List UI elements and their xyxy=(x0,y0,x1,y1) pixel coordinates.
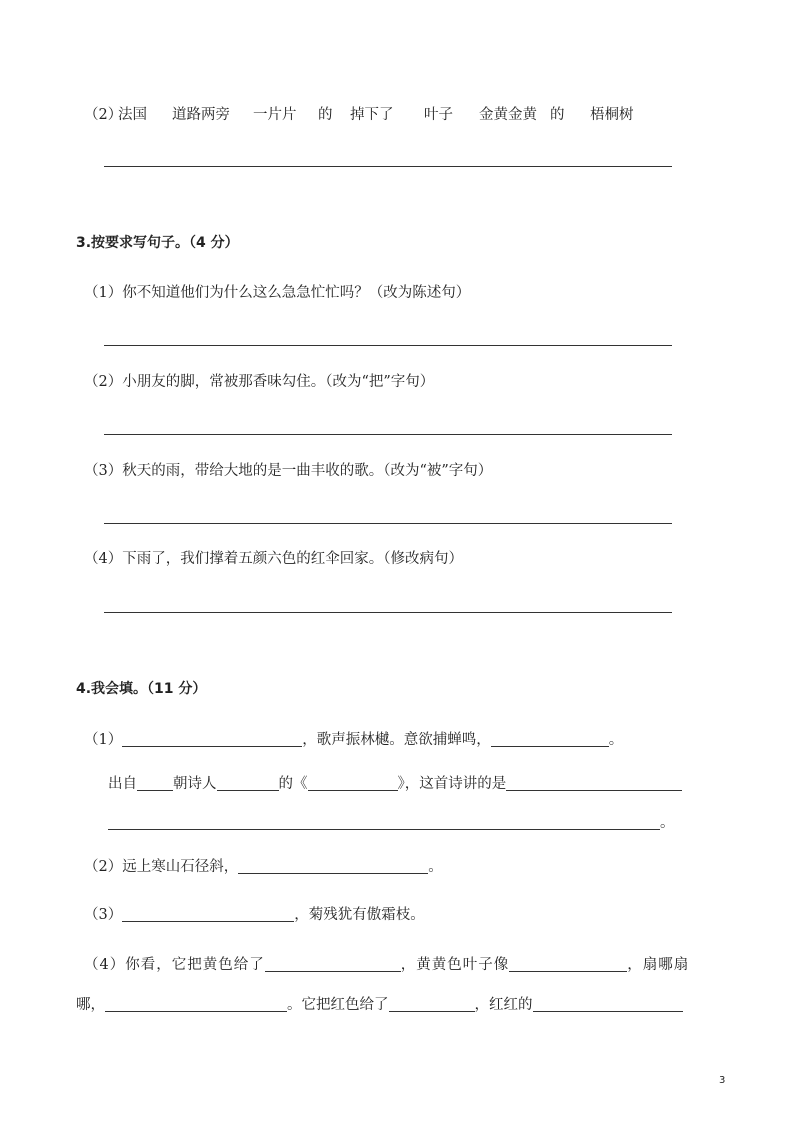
q2-line xyxy=(84,105,122,125)
q2-word: 叶子 xyxy=(424,107,453,123)
s4-item-4-line-1 xyxy=(84,955,689,975)
item-text: 下雨了，我们撑着五颜六色的红伞回家。（修改病句） xyxy=(122,551,463,567)
fill-blank[interactable] xyxy=(137,774,173,791)
s4-item-4-line-2 xyxy=(76,995,683,1015)
q2-word: 梧桐树 xyxy=(590,107,634,123)
item-number: （2） xyxy=(84,859,123,875)
section-3-title: 3.按要求写句子。（4 分） xyxy=(76,235,239,251)
item-text: 。 xyxy=(660,815,675,831)
q2-word: 一片片 xyxy=(253,107,297,123)
q2-word: 金黄金黄 xyxy=(479,107,537,123)
item-text: ，黄黄色叶子像 xyxy=(400,957,510,973)
s4-item-1-line-3 xyxy=(108,813,675,833)
fill-blank[interactable] xyxy=(122,730,302,747)
item-text: 朝诗人 xyxy=(173,776,217,792)
s4-item-1-line-1 xyxy=(84,730,623,750)
fill-blank[interactable] xyxy=(122,905,294,922)
item-text: 你看，它把黄色给了 xyxy=(125,957,265,973)
fill-blank[interactable] xyxy=(506,774,682,791)
q2-word: 的 xyxy=(550,107,565,123)
item-text: 出自 xyxy=(108,776,137,792)
fill-blank[interactable] xyxy=(105,995,287,1012)
fill-blank[interactable] xyxy=(108,813,660,830)
item-number: （3） xyxy=(84,463,123,479)
fill-blank[interactable] xyxy=(389,995,475,1012)
s3-item-2 xyxy=(84,372,434,392)
answer-line[interactable] xyxy=(104,434,672,435)
section-4-title: 4.我会填。（11 分） xyxy=(76,681,207,697)
item-text: 小朋友的脚，常被那香味勾住。（改为“把”字句） xyxy=(122,374,435,390)
s4-item-1-line-2 xyxy=(108,774,682,794)
fill-blank[interactable] xyxy=(265,955,401,972)
s3-item-3 xyxy=(84,461,492,481)
item-number: （2） xyxy=(84,374,123,390)
item-text: ，扇哪扇 xyxy=(627,957,690,973)
q2-word: 掉下了 xyxy=(350,107,394,123)
s3-item-4 xyxy=(84,549,463,569)
item-text: ，歌声振林樾。意欲捕蝉鸣， xyxy=(302,732,491,748)
fill-blank[interactable] xyxy=(308,774,398,791)
answer-line[interactable] xyxy=(104,612,672,613)
s3-item-1 xyxy=(84,283,470,303)
item-text: 》，这首诗讲的是 xyxy=(397,776,507,792)
q2-word: 的 xyxy=(318,107,333,123)
item-text: 秋天的雨，带给大地的是一曲丰收的歌。（改为“被”字句） xyxy=(122,463,493,479)
fill-blank[interactable] xyxy=(509,955,627,972)
item-number: （1） xyxy=(84,732,123,748)
item-text: 的《 xyxy=(278,776,308,792)
s4-item-3 xyxy=(84,905,425,925)
fill-blank[interactable] xyxy=(238,857,428,874)
item-number: （3） xyxy=(84,907,123,923)
answer-line[interactable] xyxy=(104,345,672,346)
q2-word: 法国 xyxy=(118,107,147,123)
item-text: ，红红的 xyxy=(474,997,533,1013)
answer-line[interactable] xyxy=(104,523,672,524)
item-text: 。它把红色给了 xyxy=(287,997,389,1013)
item-text: 哪， xyxy=(76,997,105,1013)
item-text: 。 xyxy=(608,732,624,748)
item-text: 远上寒山石径斜， xyxy=(122,859,239,875)
page-number: 3 xyxy=(719,1075,726,1086)
item-text: 。 xyxy=(428,859,443,875)
fill-blank[interactable] xyxy=(217,774,279,791)
item-text: ，菊残犹有傲霜枝。 xyxy=(294,907,425,923)
q2-number: （2） xyxy=(84,107,123,123)
s4-item-2 xyxy=(84,857,443,877)
item-number: （4） xyxy=(84,551,123,567)
item-text: 你不知道他们为什么这么急急忙忙吗？（改为陈述句） xyxy=(122,285,471,301)
item-number: （1） xyxy=(84,285,123,301)
fill-blank[interactable] xyxy=(491,730,609,747)
q2-word: 道路两旁 xyxy=(172,107,230,123)
answer-line[interactable] xyxy=(104,166,672,167)
item-number: （4） xyxy=(84,957,126,973)
fill-blank[interactable] xyxy=(533,995,683,1012)
